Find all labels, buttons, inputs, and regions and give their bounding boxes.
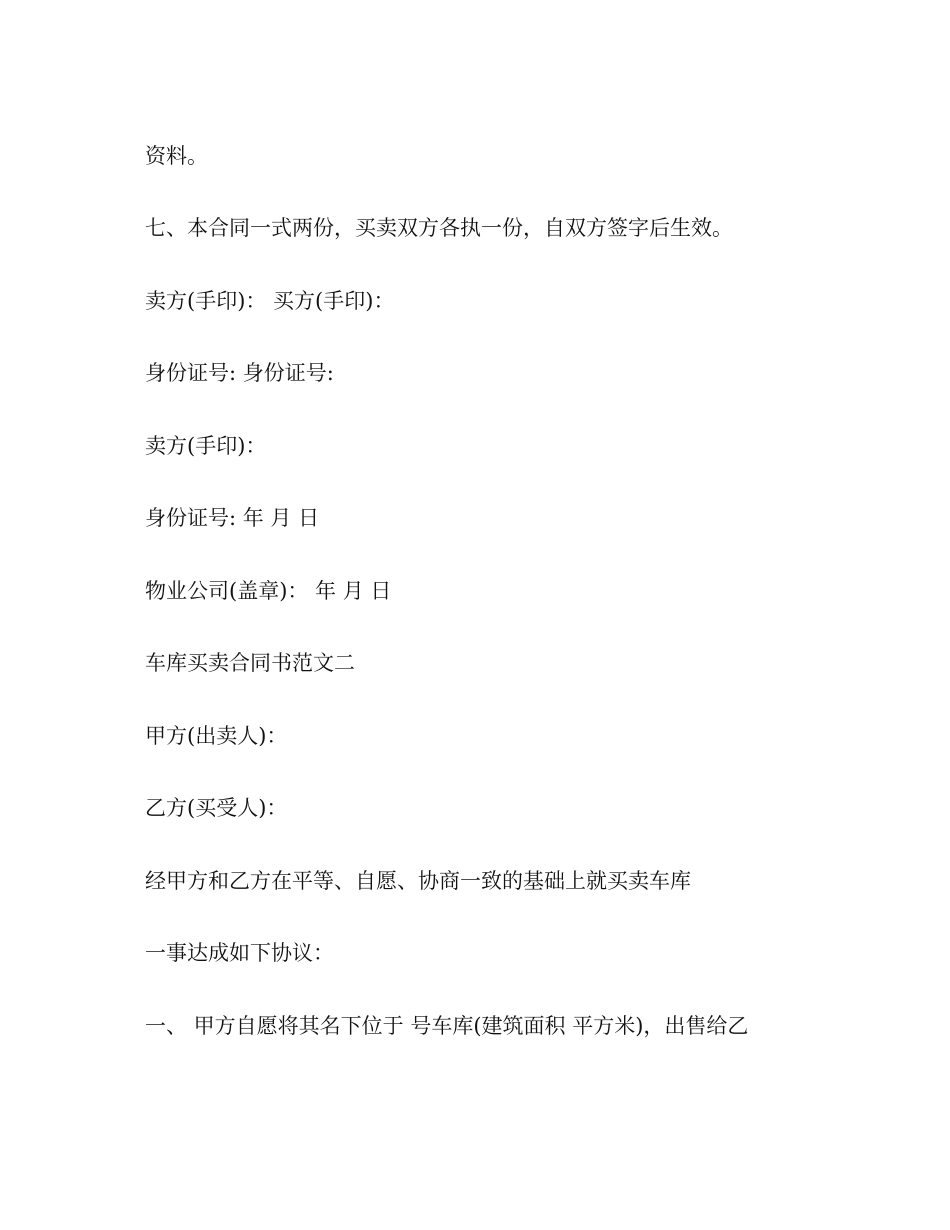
text-line: 身份证号: 年 月 日	[145, 506, 320, 530]
text-line: 甲方(出卖人)：	[145, 724, 288, 748]
text-line: 卖方(手印)：	[145, 434, 267, 458]
text-line: 资料。	[145, 144, 208, 168]
text-line: 物业公司(盖章)： 年 月 日	[145, 579, 392, 603]
text-line: 七、本合同一式两份，买卖双方各执一份，自双方签字后生效。	[145, 216, 733, 240]
text-line: 一、 甲方自愿将其名下位于 号车库(建筑面积 平方米)，出售给乙	[145, 1014, 749, 1038]
text-line: 乙方(买受人)：	[145, 796, 288, 820]
text-line: 卖方(手印)： 买方(手印)：	[145, 289, 395, 313]
text-line: 经甲方和乙方在平等、自愿、协商一致的基础上就买卖车库	[145, 869, 691, 893]
text-line: 身份证号: 身份证号:	[145, 361, 334, 385]
section-heading: 车库买卖合同书范文二	[145, 651, 355, 675]
text-line: 一事达成如下协议：	[145, 941, 334, 965]
